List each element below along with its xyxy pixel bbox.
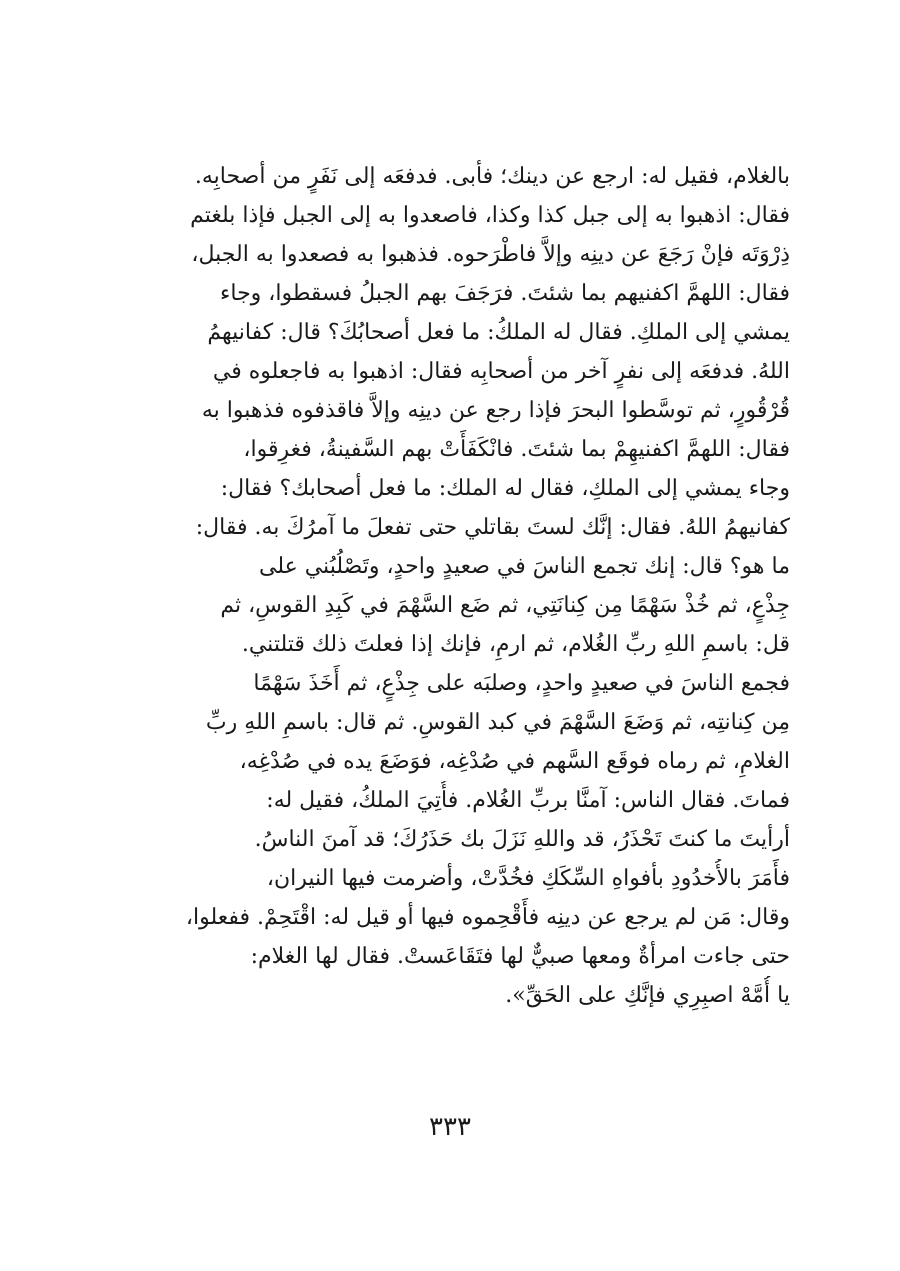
page-number: ٣٣٣ bbox=[429, 1112, 471, 1142]
text-line-3: ذِرْوَتَه فإنْ رَجَعَ عن دينِه وإلاَّ فاطْرَحوه. فذهبوا به فصعدوا به الجبل، bbox=[191, 242, 790, 267]
text-line-5: يمشي إلى الملكِ. فقال له الملكُ: ما فعل أصحابُكَ؟ قال: كفانيهمُ bbox=[207, 320, 790, 345]
text-line-21: حتى جاءت امرأةٌ ومعها صبيٌّ لها فتَقَاعَستْ. فقال لها الغلام: bbox=[250, 944, 790, 969]
text-line-15: مِن كِنانتِه، ثم وَضَعَ السَّهْمَ في كبد القوسِ. ثم قال: باسمِ اللهِ ربِّ bbox=[205, 710, 790, 735]
text-line-10: كفانيهمُ اللهُ. فقال: إنَّك لستَ بقاتلي حتى تفعلَ ما آمرُكَ به. فقال: bbox=[195, 515, 790, 540]
text-line-14: فجمع الناسَ في صعيدٍ واحدٍ، وصلبَه على جِذْعٍ، ثم أَخَذَ سَهْمًا bbox=[253, 671, 790, 696]
text-line-17: فماتَ. فقال الناس: آمنَّا بربِّ الغُلام. فأُتِيَ الملكُ، فقيل له: bbox=[266, 788, 790, 813]
text-line-11: ما هو؟ قال: إنك تجمع الناسَ في صعيدٍ واحدٍ، وتَصْلُبُني على bbox=[258, 554, 790, 579]
text-line-8: فقال: اللهمَّ اكفنيهِمْ بما شئتَ. فانْكَفَأَتْ بهم السَّفينةُ، فغرِقوا، bbox=[243, 437, 790, 462]
text-line-22: يا أُمَّهْ اصبِرِي فإنَّكِ على الحَقِّ». bbox=[505, 983, 790, 1008]
text-line-4: فقال: اللهمَّ اكفنيهم بما شئتَ. فرَجَفَ بهم الجبلُ فسقطوا، وجاء bbox=[220, 281, 790, 306]
text-line-13: قل: باسمِ اللهِ ربِّ الغُلام، ثم ارمِ، فإنك إذا فعلتَ ذلك قتلتني. bbox=[241, 632, 790, 657]
body-text bbox=[118, 157, 790, 1015]
text-line-19: فأَمَرَ بالأُخدُودِ بأفواهِ السِّكَكِ فخُدَّتْ، وأضرمت فيها النيران، bbox=[266, 866, 790, 891]
text-line-18: أرأيتَ ما كنتَ تَحْذَرُ، قد واللهِ نَزَلَ بك حَذَرُكَ؛ قد آمنَ الناسُ. bbox=[254, 827, 790, 852]
text-line-1: بالغلام، فقيل له: ارجع عن دينك؛ فأبى. فدفعَه إلى نَفَرٍ من أصحابِه. bbox=[194, 164, 790, 189]
text-line-16: الغلامِ، ثم رماه فوقَع السَّهم في صُدْغِه، فوَضَعَ يده في صُدْغِه، bbox=[239, 749, 790, 774]
text-line-7: قُرْقُورٍ، ثم توسَّطوا البحرَ فإذا رجع عن دينِه وإلاَّ فاقذفوه فذهبوا به bbox=[201, 398, 790, 423]
text-line-12: جِذْعٍ، ثم خُذْ سَهْمًا مِن كِنانَتِي، ثم ضَع السَّهْمَ في كَبِدِ القوسِ، ثم bbox=[220, 593, 790, 618]
text-line-20: وقال: مَن لم يرجع عن دينِه فأَقْحِموه فيها أو قيل له: اقْتَحِمْ. ففعلوا، bbox=[185, 905, 790, 930]
text-line-2: فقال: اذهبوا به إلى جبل كذا وكذا، فاصعدوا به إلى الجبل فإذا بلغتم bbox=[190, 203, 790, 228]
text-line-6: اللهُ. فدفعَه إلى نفرٍ آخر من أصحابِه فقال: اذهبوا به فاجعلوه في bbox=[212, 359, 790, 384]
text-line-9: وجاء يمشي إلى الملكِ، فقال له الملك: ما فعل أصحابك؟ فقال: bbox=[220, 476, 790, 501]
